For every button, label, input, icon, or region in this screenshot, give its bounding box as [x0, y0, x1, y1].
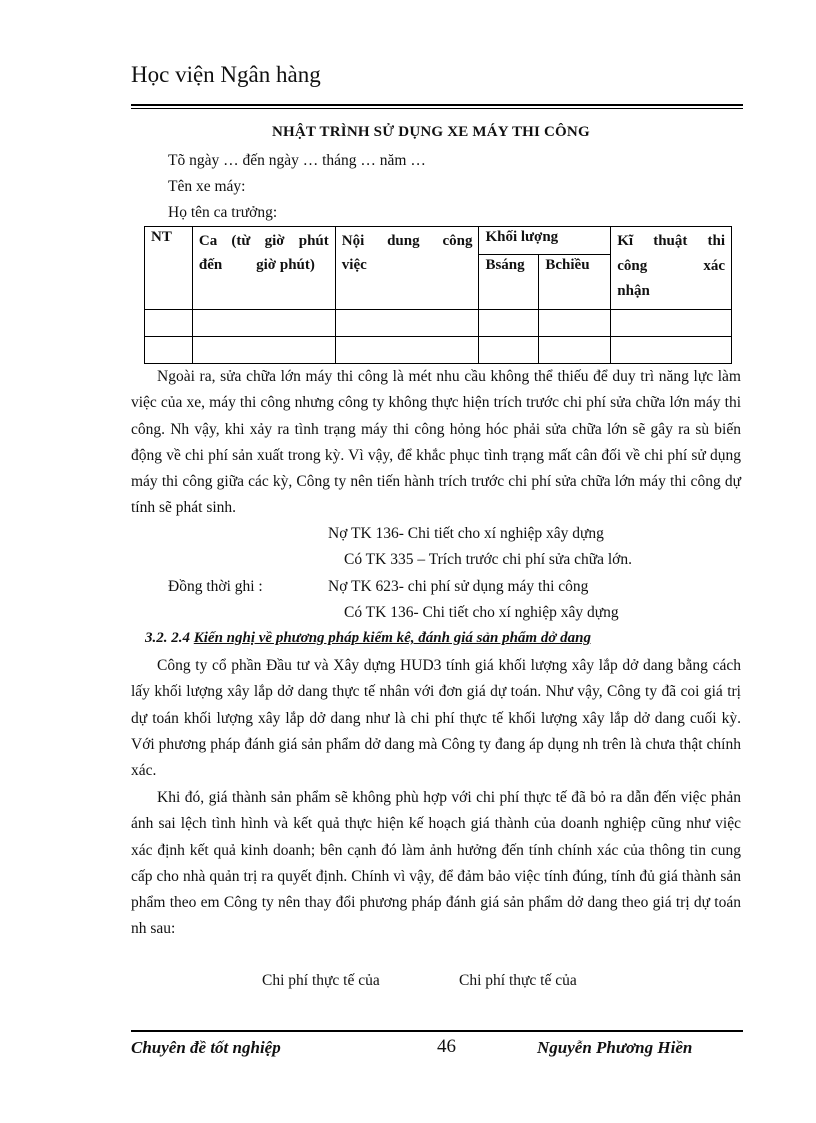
col-content-header: Nội dung công việc	[335, 227, 479, 310]
paragraph-2: Công ty cổ phần Đầu tư và Xây dựng HUD3 tính giá khối lượng xây lắp dở dang bằng cách lấy khối lượng xây lắp dở dang thực tế nhân với đơn giá dự toán. Như vậy, Công ty đã coi giá trị dự toán khối lượng xây lắp dở dang như là chi phí thực tế khối lượng xây lắp dở dang cuối kỳ. Với phương pháp đánh giá sản phẩm dở dang mà Công ty đang áp dụng nh trên là chưa thật chính xác.	[131, 657, 741, 780]
form-title: NHẬT TRÌNH SỬ DỤNG XE MÁY THI CÔNG	[272, 124, 590, 140]
footer-left: Chuyên đề tốt nghiệp	[131, 1038, 281, 1057]
header-rule	[131, 104, 743, 106]
col-volume-header: Khối lượng	[479, 227, 611, 255]
formula-right: Chi phí thực tế của	[459, 972, 577, 989]
page-number: 46	[437, 1036, 456, 1057]
form-machine-line: Tên xe máy:	[168, 178, 246, 195]
table-row	[145, 337, 732, 364]
col-nt-header: NT	[145, 227, 193, 310]
entry-debit-136: Nợ TK 136- Chi tiết cho xí nghiệp xây dựng	[328, 525, 604, 542]
header-rule-thin	[131, 108, 743, 109]
form-leader-line: Họ tên ca trưởng:	[168, 204, 278, 221]
entry-credit-335: Có TK 335 – Trích trước chi phí sửa chữa lớn.	[344, 551, 632, 568]
entry-debit-623: Nợ TK 623- chi phí sử dụng máy thi công	[328, 578, 589, 595]
col-bsang-header: Bsáng	[479, 255, 539, 310]
paragraph-3: Khi đó, giá thành sản phẩm sẽ không phù hợp với chi phí thực tế đã bỏ ra dẫn đến việc phản ánh sai lệch tình hình và kết quả thực hiện kế hoạch giá thành của doanh nghiệp cũng như việc xác định kết quả kinh doanh; bên cạnh đó làm ảnh hưởng đến tính chính xác của thông tin cung cấp cho nhà quản trị ra quyết định. Chính vì vậy, để đảm bảo việc tính đúng, tính đủ giá thành sản phẩm theo em Công ty nên thay đổi phương pháp đánh giá sản phẩm dở dang theo giá trị dự toán nh sau:	[131, 789, 741, 938]
col-ca-header: Ca (từ giờ phút đến giờ phút)	[192, 227, 335, 310]
col-tech-header: Kĩ thuật thi công xác nhận	[611, 227, 732, 310]
log-table	[144, 226, 732, 364]
footer-author: Nguyễn Phương Hiền	[537, 1038, 693, 1057]
form-date-line: Tõ ngày … đến ngày … tháng … năm …	[168, 152, 426, 169]
header-title: Học viện Ngân hàng	[131, 62, 321, 87]
section-heading: 3.2. 2.4 Kiến nghị về phương pháp kiểm kê, đánh giá sản phẩm dở dang	[145, 630, 591, 646]
entry-label: Đồng thời ghi :	[168, 578, 263, 595]
col-bchieu-header: Bchiều	[539, 255, 611, 310]
table-row	[145, 310, 732, 337]
paragraph-1: Ngoài ra, sửa chữa lớn máy thi công là mét nhu cầu không thể thiếu để duy trì năng lực làm việc của xe, máy thi công nhưng công ty không thực hiện trích trước chi phí sửa chữa lớn máy thi công. Nh vậy, khi xảy ra tình trạng máy thi công hỏng hóc phải sửa chữa lớn sẽ gây ra sù biến động về chi phí sản xuất trong kỳ. Vì vậy, để khắc phục tình trạng mất cân đối về chi phí sử dụng máy thi công giữa các kỳ, Công ty nên tiến hành trích trước chi phí sửa chữa lớn máy thi công dự tính sẽ phát sinh.	[131, 368, 741, 517]
footer-rule	[131, 1030, 743, 1032]
formula-left: Chi phí thực tế của	[262, 972, 380, 989]
entry-credit-136: Có TK 136- Chi tiết cho xí nghiệp xây dựng	[344, 604, 619, 621]
